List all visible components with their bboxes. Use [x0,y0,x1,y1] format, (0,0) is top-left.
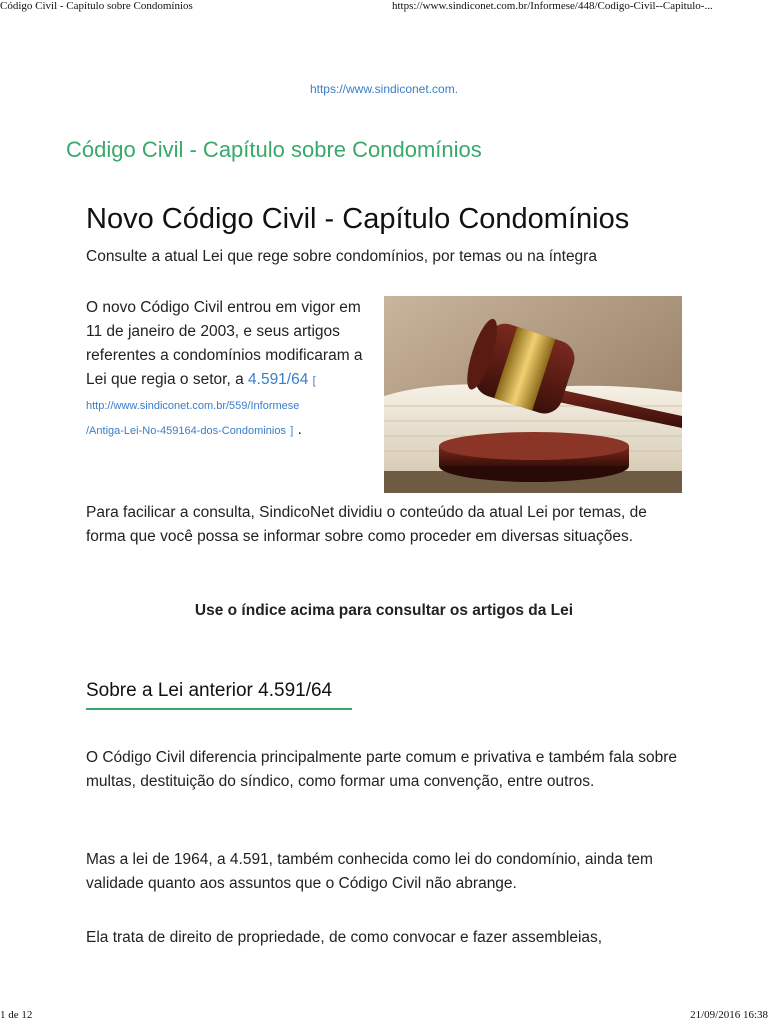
article-subtitle: Consulte a atual Lei que rege sobre condomínios, por temas ou na íntegra [86,248,597,265]
doc-title: Código Civil - Capítulo sobre Condomínios [66,137,482,162]
section-underline [86,708,352,710]
intro-text: O novo Código Civil entrou em vigor em 11 de janeiro de 2003, e seus artigos referentes a condomínios modificaram a Lei que regia o setor, a [86,299,363,388]
link-url-line2[interactable]: /Antiga-Lei-No-459164-dos-Condominios [86,425,286,437]
gavel-on-book-icon [384,296,682,493]
print-header [0,0,768,14]
print-page-title: Código Civil - Capítulo sobre Condomínios [0,0,193,12]
print-footer [0,1009,768,1023]
site-url[interactable]: https://www.sindiconet.com. [309,82,459,96]
link-bracket-open: [ [312,375,316,387]
print-datetime: 21/09/2016 16:38 [690,1009,768,1021]
index-note: Use o índice acima para consultar os artigos da Lei [194,602,574,619]
print-url: https://www.sindiconet.com.br/Informese/448/Codigo-Civil--Capitulo-... [392,0,713,12]
paragraph-direito-propriedade: Ela trata de direito de propriedade, de como convocar e fazer assembleias, [86,929,603,946]
section-heading: Sobre a Lei anterior 4.591/64 [86,680,333,701]
paragraph-lei-1964: Mas a lei de 1964, a 4.591, também conhecida como lei do condomínio, ainda tem validade quanto aos assuntos que o Código Civil não abrange. [86,851,653,892]
link-url-line1[interactable]: http://www.sindiconet.com.br/559/Informese [86,400,300,412]
intro-paragraph [86,296,366,443]
page-number: 1 de 12 [0,1009,33,1021]
consulta-paragraph: Para facilicar a consulta, SindicoNet dividiu o conteúdo da atual Lei por temas, de forma que você possa se informar sobre como proceder em diversas situações. [86,504,647,545]
link-bracket-close: ] [290,425,294,437]
article-heading: Novo Código Civil - Capítulo Condomínios [86,203,630,235]
intro-end: . [297,421,302,438]
paragraph-codigo-civil: O Código Civil diferencia principalmente parte comum e privativa e também fala sobre multas, destituição do síndico, como formar uma convenção, entre outros. [86,749,677,790]
law-4591-link[interactable]: 4.591/64 [248,371,309,388]
